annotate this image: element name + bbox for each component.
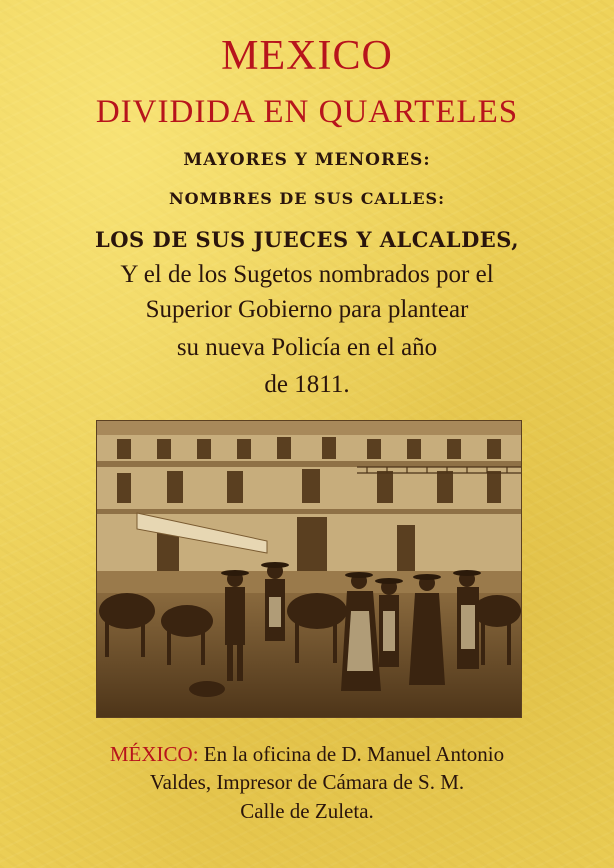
book-title: MEXICO [221,33,393,79]
street-scene-engraving [96,420,522,718]
imprint-line-1-text: En la oficina de D. Manuel Antonio [198,742,505,766]
subtitle-line-4: NOMBRES DE SUS CALLES: [169,189,445,208]
book-subtitle: DIVIDIDA EN QUARTELES [95,94,519,130]
subtitle-line-7: Superior Gobierno para plantear [145,296,469,323]
imprint-line-1 [0,742,614,767]
subtitle-line-5: LOS DE SUS JUECES Y ALCALDES, [94,227,520,252]
subtitle-line-3: MAYORES Y MENORES: [183,150,431,170]
imprint-place: MÉXICO: [109,742,199,766]
subtitle-line-6: Y el de los Sugetos nombrados por el [120,261,494,288]
imprint-line-3: Calle de Zuleta. [240,799,374,823]
publication-year-line: de 1811. [264,371,350,398]
subtitle-line-8: su nueva Policía en el año [176,334,438,361]
imprint-line-2: Valdes, Impresor de Cámara de S. M. [149,770,465,794]
